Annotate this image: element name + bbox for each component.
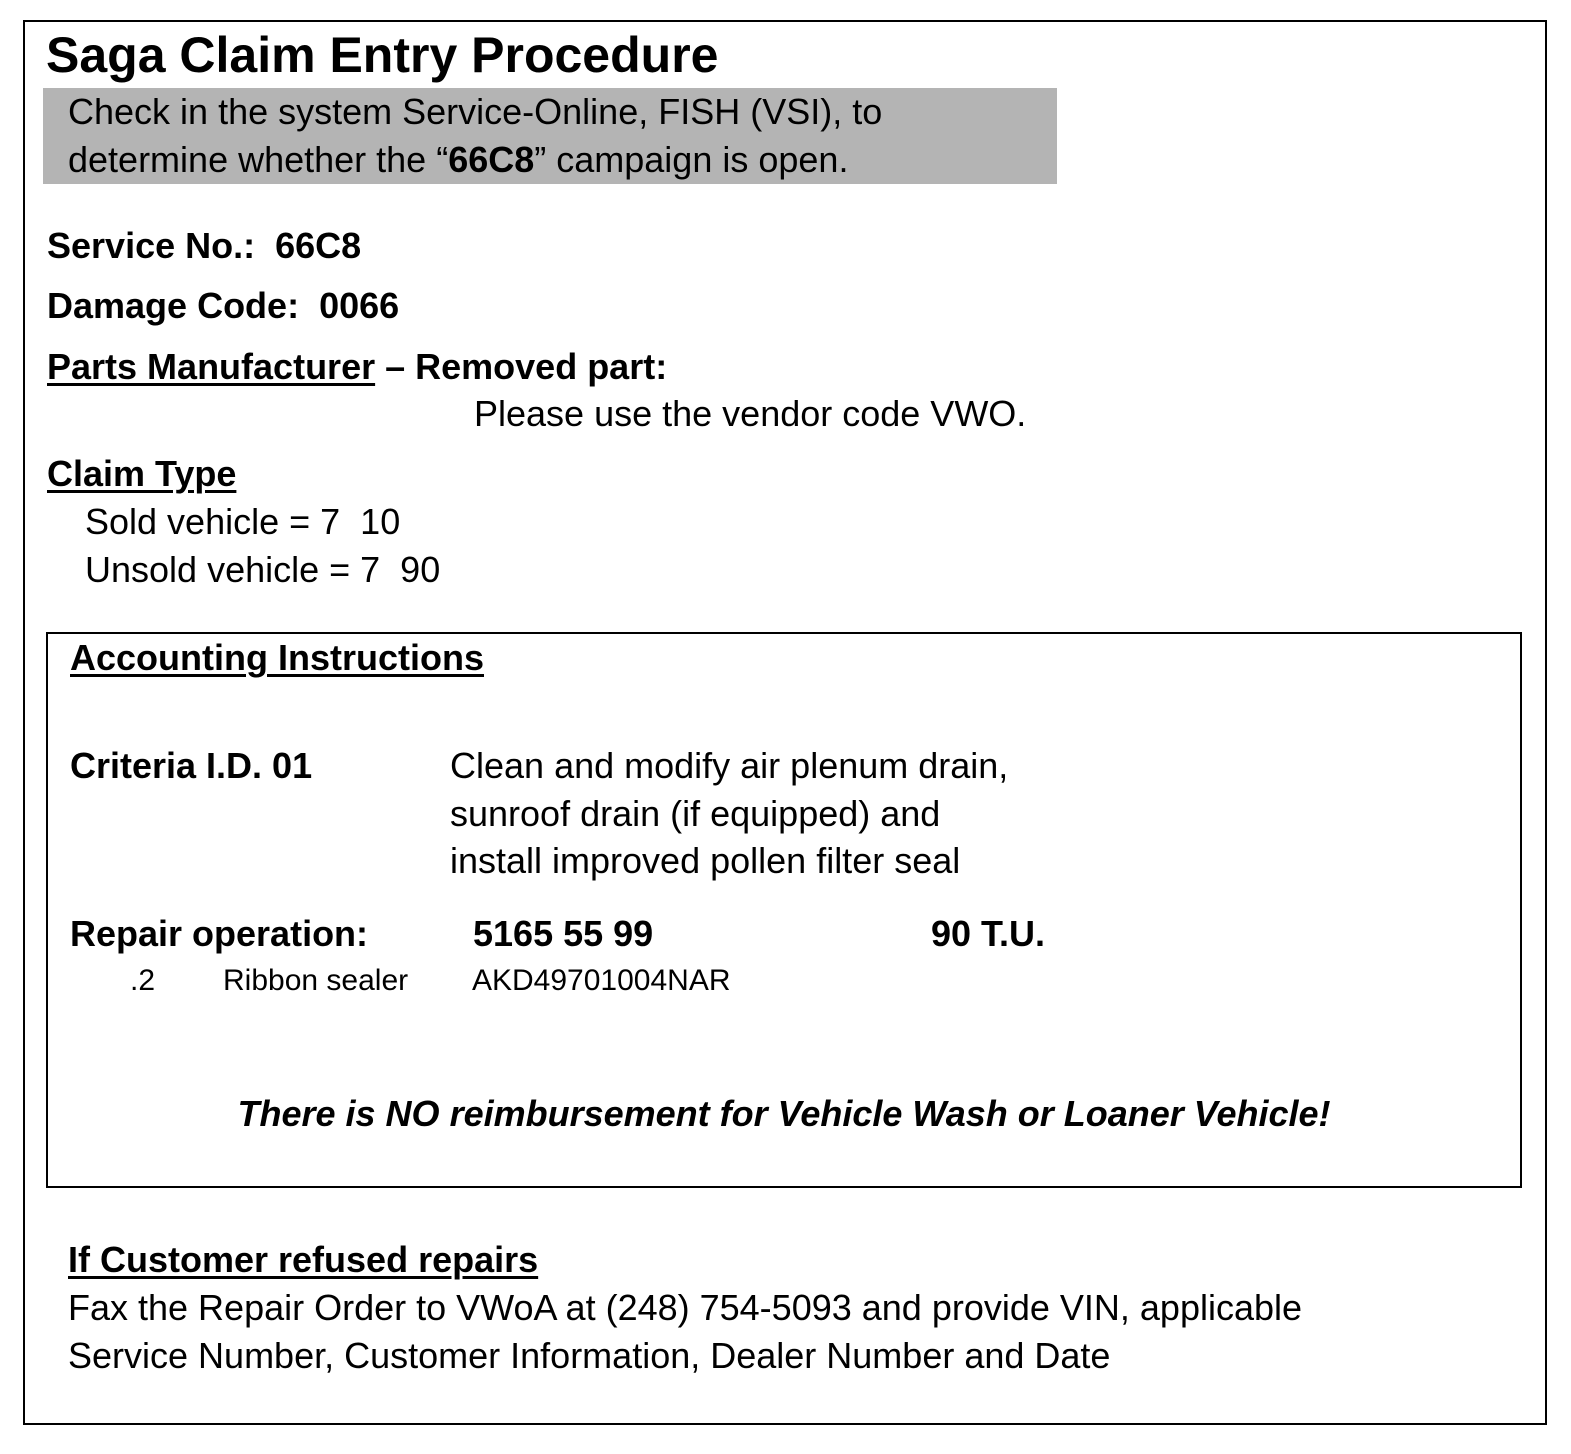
refused-line-1: Fax the Repair Order to VWoA at (248) 754-5093 and provide VIN, applicable xyxy=(68,1287,1303,1328)
damage-code xyxy=(47,285,400,326)
vendor-code-note: Please use the vendor code VWO. xyxy=(474,393,1027,434)
service-no-value: 66C8 xyxy=(275,225,362,266)
refused-line-2: Service Number, Customer Information, Dealer Number and Date xyxy=(68,1335,1111,1376)
parts-manufacturer-heading: Parts Manufacturer xyxy=(47,346,376,387)
criteria-desc-3: install improved pollen filter seal xyxy=(450,840,961,881)
part-quantity: .2 xyxy=(130,964,156,997)
accounting-heading: Accounting Instructions xyxy=(70,637,484,678)
repair-time-units: 90 T.U. xyxy=(931,913,1046,954)
damage-code-label: Damage Code: xyxy=(47,285,300,326)
service-no-label: Service No.: xyxy=(47,225,256,266)
campaign-code: 66C8 xyxy=(448,139,535,180)
repair-operation-label: Repair operation: xyxy=(70,913,369,954)
claim-type-unsold: Unsold vehicle = 7 90 xyxy=(85,549,441,590)
parts-heading xyxy=(47,346,668,387)
notice-line-2 xyxy=(68,139,849,180)
page-title: Saga Claim Entry Procedure xyxy=(46,27,719,83)
notice-text: ” campaign is open. xyxy=(534,139,849,180)
removed-part-label: – Removed part: xyxy=(375,346,668,387)
claim-type-sold: Sold vehicle = 7 10 xyxy=(85,501,401,542)
service-no xyxy=(47,225,362,266)
part-number: AKD49701004NAR xyxy=(472,964,731,997)
criteria-desc-2: sunroof drain (if equipped) and xyxy=(450,793,941,834)
part-name: Ribbon sealer xyxy=(223,964,409,997)
criteria-label: Criteria I.D. 01 xyxy=(70,745,313,786)
damage-code-value: 0066 xyxy=(319,285,400,326)
no-reimbursement-warning: There is NO reimbursement for Vehicle Wash or Loaner Vehicle! xyxy=(237,1093,1331,1134)
claim-type-heading: Claim Type xyxy=(47,453,237,494)
notice-text: determine whether the “ xyxy=(68,139,449,180)
criteria-desc-1: Clean and modify air plenum drain, xyxy=(450,745,1009,786)
notice-line-1: Check in the system Service-Online, FISH (VSI), to xyxy=(68,91,883,132)
repair-operation-code: 5165 55 99 xyxy=(473,913,654,954)
refused-heading: If Customer refused repairs xyxy=(68,1239,539,1280)
